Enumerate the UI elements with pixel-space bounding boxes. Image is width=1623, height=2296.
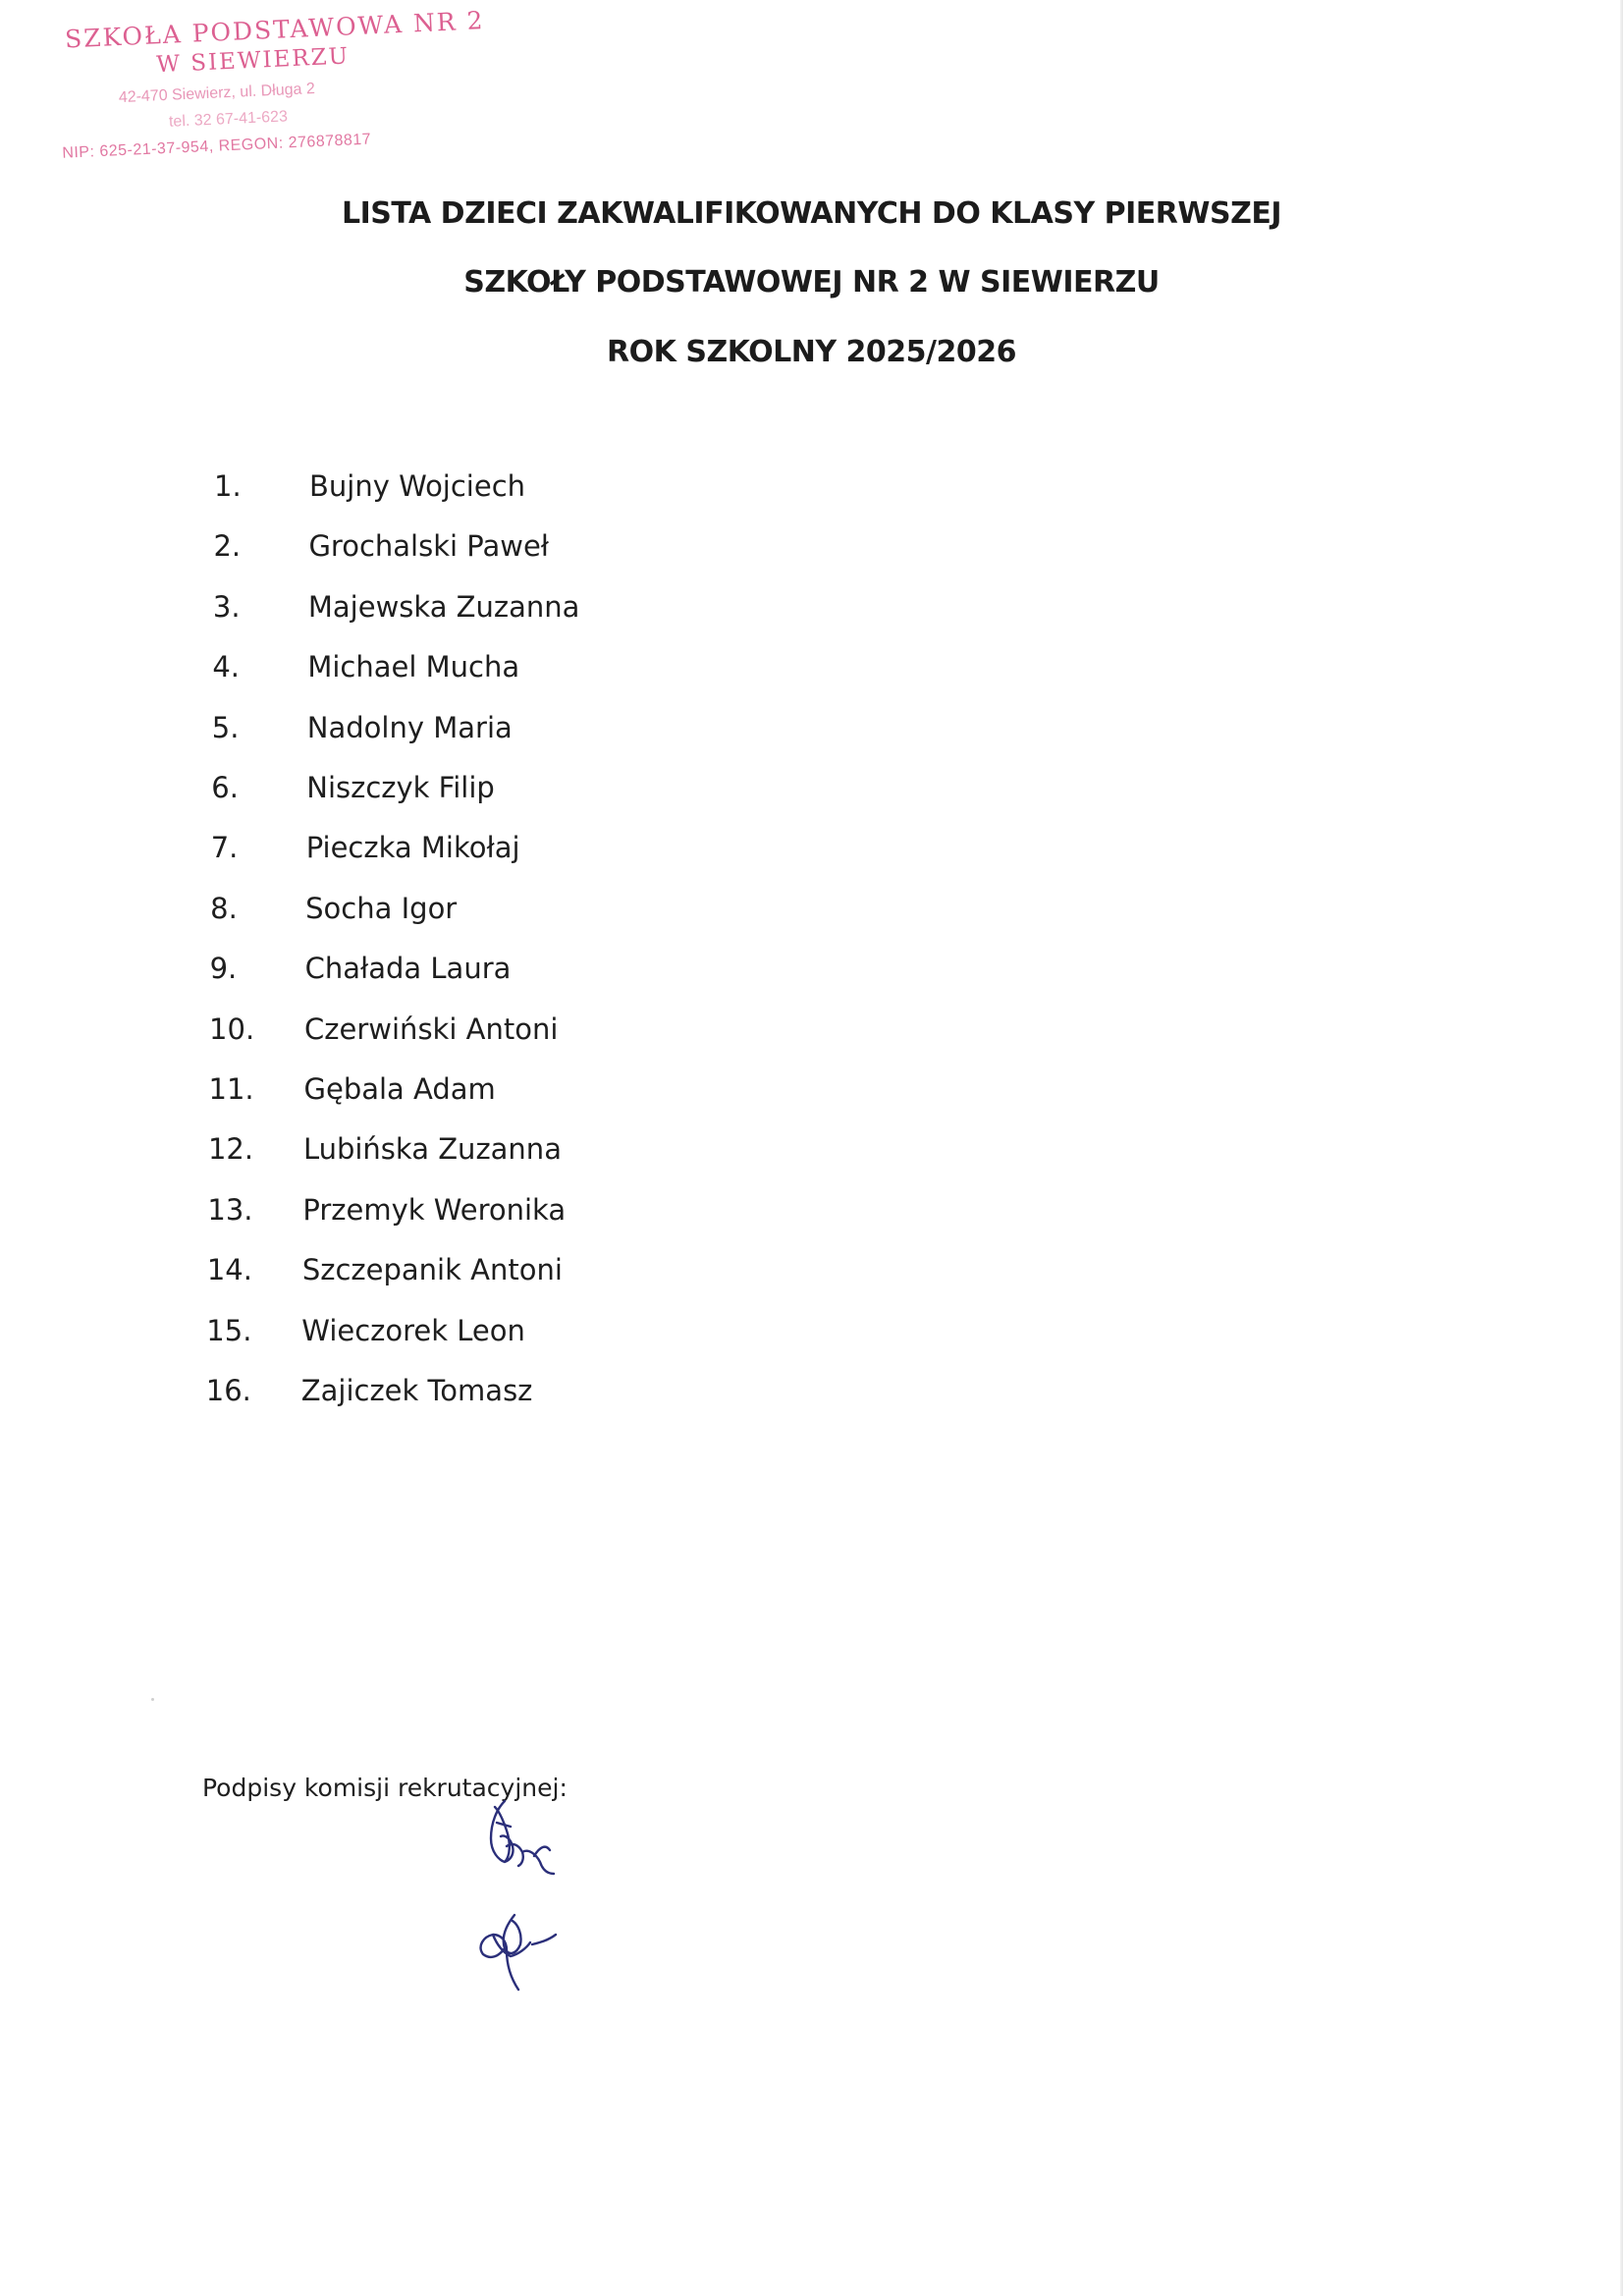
signatures-label: Podpisy komisji rekrutacyjnej:: [202, 1774, 568, 1802]
student-name: Niszczyk Filip: [306, 771, 495, 804]
student-number: 16.: [205, 1374, 251, 1407]
student-number: 5.: [211, 710, 240, 744]
student-name: Bujny Wojciech: [309, 469, 526, 503]
student-name: Lubińska Zuzanna: [302, 1132, 562, 1167]
scan-speck: [151, 1698, 154, 1701]
student-name: Majewska Zuzanna: [307, 589, 580, 624]
committee-signatures: [471, 1787, 628, 2043]
signature-1: [491, 1801, 554, 1874]
student-name: Nadolny Maria: [306, 710, 513, 744]
student-name: Grochalski Paweł: [308, 529, 550, 564]
title-line-2: SZKOŁY PODSTAWOWEJ NR 2 W SIEWIERZU: [463, 265, 1160, 300]
student-name: Michael Mucha: [307, 650, 520, 684]
title-line-3: ROK SZKOLNY 2025/2026: [607, 335, 1016, 369]
signature-2: [481, 1915, 556, 1990]
stamp-school-name: SZKOŁA PODSTAWOWA NR 2: [64, 6, 486, 54]
student-name: Socha Igor: [305, 891, 458, 925]
student-name: Szczepanik Antoni: [301, 1253, 563, 1287]
student-number: 4.: [212, 650, 241, 684]
student-name: Zajiczek Tomasz: [300, 1374, 533, 1407]
student-number: 9.: [209, 952, 238, 986]
student-name: Chałada Laura: [304, 952, 512, 986]
stamp-address: 42-470 Siewierz, ul. Długa 2: [118, 81, 316, 107]
student-number: 10.: [209, 1011, 255, 1046]
student-name: Gębala Adam: [303, 1072, 496, 1106]
student-number: 8.: [210, 891, 238, 925]
title-line-1: LISTA DZIECI ZAKWALIFIKOWANYCH DO KLASY PIERWSZEJ: [342, 196, 1281, 231]
stamp-phone: tel. 32 67-41-623: [168, 108, 289, 131]
student-number: 3.: [212, 589, 241, 624]
student-number: 6.: [211, 771, 239, 804]
student-number: 2.: [213, 529, 242, 564]
student-name: Wieczorek Leon: [301, 1313, 525, 1347]
student-number: 14.: [206, 1253, 252, 1287]
student-number: 7.: [210, 831, 239, 865]
student-name: Przemyk Weronika: [302, 1192, 567, 1227]
student-number: 13.: [207, 1192, 253, 1227]
student-number: 12.: [207, 1132, 254, 1167]
student-number: 15.: [206, 1313, 252, 1347]
student-name: Pieczka Mikołaj: [305, 831, 520, 865]
student-number: 11.: [208, 1072, 254, 1106]
student-name: Czerwiński Antoni: [304, 1011, 559, 1046]
student-number: 1.: [214, 469, 242, 503]
stamp-town: W SIEWIERZU: [155, 43, 351, 79]
stamp-tax-ids: NIP: 625-21-37-954, REGON: 276878817: [61, 131, 372, 162]
